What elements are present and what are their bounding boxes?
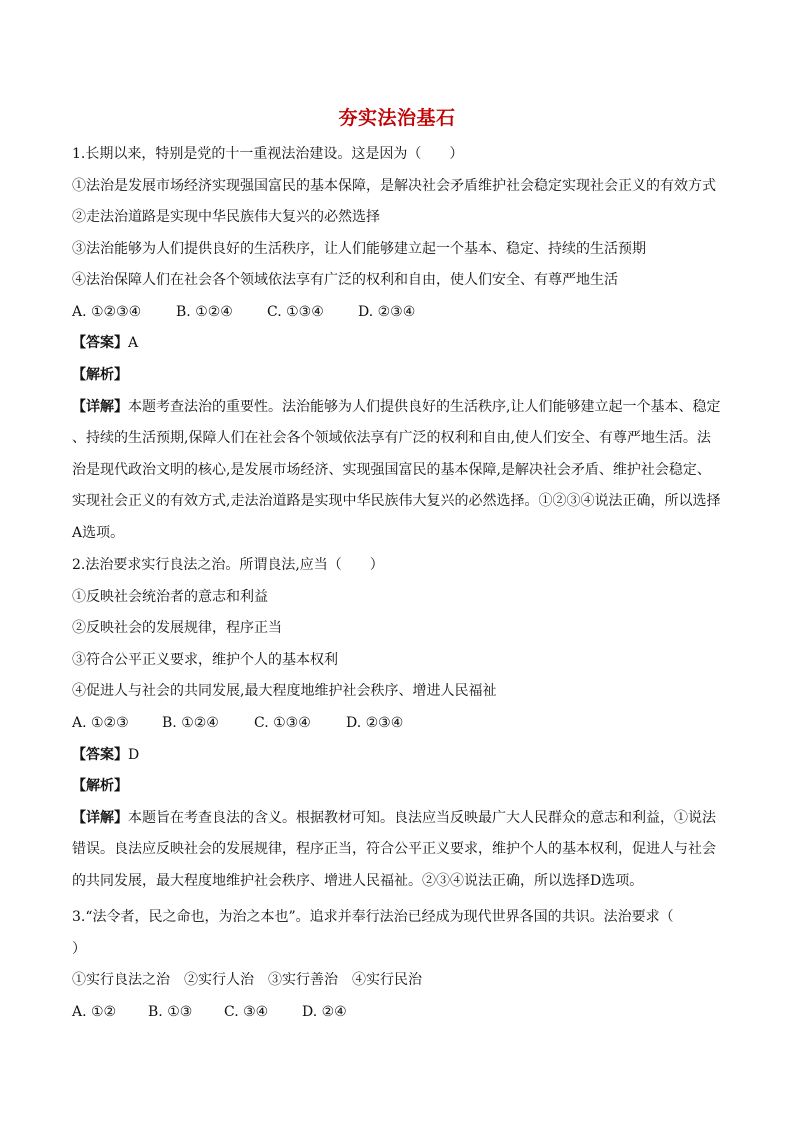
detail-label: 【详解】	[72, 810, 128, 826]
detail-text: 本题旨在考查良法的含义。根据教材可知。良法应当反映最广大人民群众的意志和利益，①说法	[128, 810, 716, 826]
question-2-statement-1: ①反映社会统治者的意志和利益	[72, 589, 268, 605]
question-2-statement-4: ④促进人与社会的共同发展,最大程度地维护社会秩序、增进人民福祉	[72, 683, 497, 699]
question-1-statement-4: ④法治保障人们在社会各个领域依法享有广泛的权利和自由，使人们安全、有尊严地生活	[72, 272, 618, 288]
question-2-detail-line-2: 错误。良法应反映社会的发展规律，程序正当，符合公平正义要求，维护个人的基本权利，促进人与社会	[72, 841, 716, 857]
question-1-detail-line-3: 治是现代政治文明的核心,是发展市场经济、实现强国富民的基本保障,是解决社会矛盾、维护社会稳定、	[72, 462, 711, 478]
answer-label: 【答案】	[72, 335, 128, 351]
question-1-options	[72, 302, 726, 322]
option-a: A. ①②③④	[72, 304, 142, 320]
question-1-statement-3: ③法治能够为人们提供良好的生活秩序，让人们能够建立起一个基本、稳定、持续的生活预期	[72, 241, 646, 257]
answer-label: 【答案】	[72, 747, 128, 763]
question-1-statement-2: ②走法治道路是实现中华民族伟大复兴的必然选择	[72, 209, 380, 225]
page-title: 夯实法治基石	[338, 107, 456, 129]
answer-value: A	[128, 335, 139, 351]
question-2-statement-3: ③符合公平正义要求，维护个人的基本权利	[72, 652, 338, 668]
question-1-detail-line-4: 实现社会正义的有效方式,走法治道路是实现中华民族伟大复兴的必然选择。①②③④说法正确，所以选择	[72, 493, 721, 509]
question-2-detail-line-3: 的共同发展，最大程度地维护社会秩序、增进人民福祉。②③④说法正确，所以选择D选项。	[72, 873, 644, 889]
option-d: D. ②③④	[346, 715, 404, 731]
question-1-analysis-label: 【解析】	[72, 367, 128, 383]
option-d: D. ②③④	[358, 304, 416, 320]
question-2-stem: 2.法治要求实行良法之治。所谓良法,应当（ ）	[72, 557, 384, 573]
detail-text: 本题考查法治的重要性。法治能够为人们提供良好的生活秩序,让人们能够建立起一个基本、稳定	[128, 399, 721, 415]
question-2-statement-2: ②反映社会的发展规律，程序正当	[72, 620, 282, 636]
question-2-options	[72, 713, 726, 733]
question-1-detail-line-2: 、持续的生活预期,保障人们在社会各个领域依法享有广泛的权利和自由,使人们安全、有尊严地生活。法	[72, 430, 711, 446]
question-2-answer	[72, 745, 726, 765]
option-d: D. ②④	[302, 1004, 347, 1020]
option-b: B. ①③	[148, 1004, 193, 1020]
question-1-detail-line-5: A选项。	[72, 525, 125, 541]
option-c: C. ①③④	[267, 304, 324, 320]
option-c: C. ①③④	[254, 715, 311, 731]
question-2-analysis-label: 【解析】	[72, 778, 128, 794]
question-2-detail-line-1	[72, 808, 726, 828]
answer-value: D	[128, 747, 140, 763]
question-3-stem-line-2: ）	[72, 941, 86, 957]
question-1-answer	[72, 333, 726, 353]
option-b: B. ①②④	[162, 715, 219, 731]
question-3-stem-line-1: 3.“法令者，民之命也，为治之本也”。追求并奉行法治已经成为现代世界各国的共识。法治要求（	[72, 909, 674, 925]
question-1-statement-1: ①法治是发展市场经济实现强国富民的基本保障，是解决社会矛盾维护社会稳定实现社会正义的有效方式	[72, 178, 716, 194]
option-c: C. ③④	[224, 1004, 269, 1020]
question-3-options	[72, 1002, 726, 1022]
question-1-detail-line-1	[72, 397, 726, 417]
question-3-statements: ①实行良法之治 ②实行人治 ③实行善治 ④实行民治	[72, 972, 422, 988]
option-a: A. ①②③	[72, 715, 129, 731]
detail-label: 【详解】	[72, 399, 128, 415]
option-a: A. ①②	[72, 1004, 117, 1020]
option-b: B. ①②④	[176, 304, 233, 320]
question-1-stem: 1.长期以来，特别是党的十一重视法治建设。这是因为（ ）	[72, 146, 464, 162]
